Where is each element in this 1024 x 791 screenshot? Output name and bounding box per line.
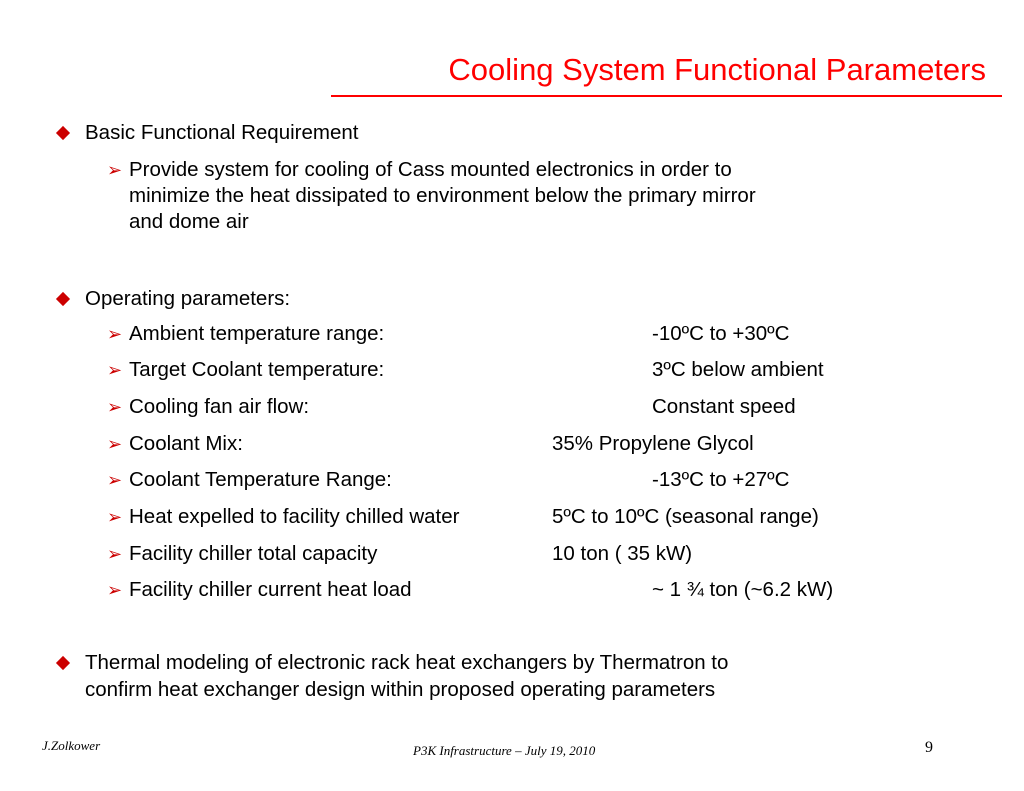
footer-author: J.Zolkower (42, 738, 101, 753)
sub-bullet-arrow-icon: ➢ (107, 544, 123, 564)
param-label: Coolant Temperature Range: (129, 468, 392, 491)
bullet-3-line-2: confirm heat exchanger design within proposed operating parameters (85, 678, 716, 701)
param-label: Coolant Mix: (129, 432, 243, 455)
bullet-1-sub-line-1: Provide system for cooling of Cass mounted electronics in order to (129, 158, 732, 181)
bullet-diamond-icon (56, 126, 70, 140)
sub-bullet-arrow-icon: ➢ (107, 397, 123, 417)
sub-bullet-arrow-icon: ➢ (107, 470, 123, 490)
page-number: 9 (925, 739, 933, 756)
title-underline (331, 95, 1002, 97)
bullet-3-line-1: Thermal modeling of electronic rack heat exchangers by Thermatron to (85, 651, 729, 674)
param-value: 5ºC to 10ºC (seasonal range) (552, 505, 819, 528)
bullet-diamond-icon (56, 292, 70, 306)
param-value: Constant speed (652, 395, 796, 418)
bullet-diamond-icon (56, 656, 70, 670)
bullet-1-sub-line-2: minimize the heat dissipated to environment below the primary mirror (129, 184, 756, 207)
param-label: Ambient temperature range: (129, 322, 385, 345)
param-label: Cooling fan air flow: (129, 395, 310, 418)
param-label: Target Coolant temperature: (129, 358, 385, 381)
slide-title: Cooling System Functional Parameters (448, 52, 986, 87)
param-value: 3ºC below ambient (652, 358, 824, 381)
sub-bullet-arrow-icon: ➢ (107, 580, 123, 600)
param-value: 10 ton ( 35 kW) (552, 542, 693, 565)
bullet-2-text: Operating parameters: (85, 287, 291, 310)
bullet-1-sub-line-3: and dome air (129, 210, 249, 233)
param-label: Facility chiller current heat load (129, 578, 412, 601)
param-label: Facility chiller total capacity (129, 542, 378, 565)
param-value: 35% Propylene Glycol (552, 432, 754, 455)
sub-bullet-arrow-icon: ➢ (107, 160, 123, 180)
sub-bullet-arrow-icon: ➢ (107, 324, 123, 344)
param-label: Heat expelled to facility chilled water (129, 505, 460, 528)
bullet-1-text: Basic Functional Requirement (85, 121, 359, 144)
param-value: -10ºC to +30ºC (652, 322, 790, 345)
sub-bullet-arrow-icon: ➢ (107, 507, 123, 527)
param-value: -13ºC to +27ºC (652, 468, 790, 491)
sub-bullet-arrow-icon: ➢ (107, 360, 123, 380)
param-value: ~ 1 ¾ ton (~6.2 kW) (652, 578, 834, 601)
sub-bullet-arrow-icon: ➢ (107, 434, 123, 454)
footer-center: P3K Infrastructure – July 19, 2010 (413, 743, 596, 758)
